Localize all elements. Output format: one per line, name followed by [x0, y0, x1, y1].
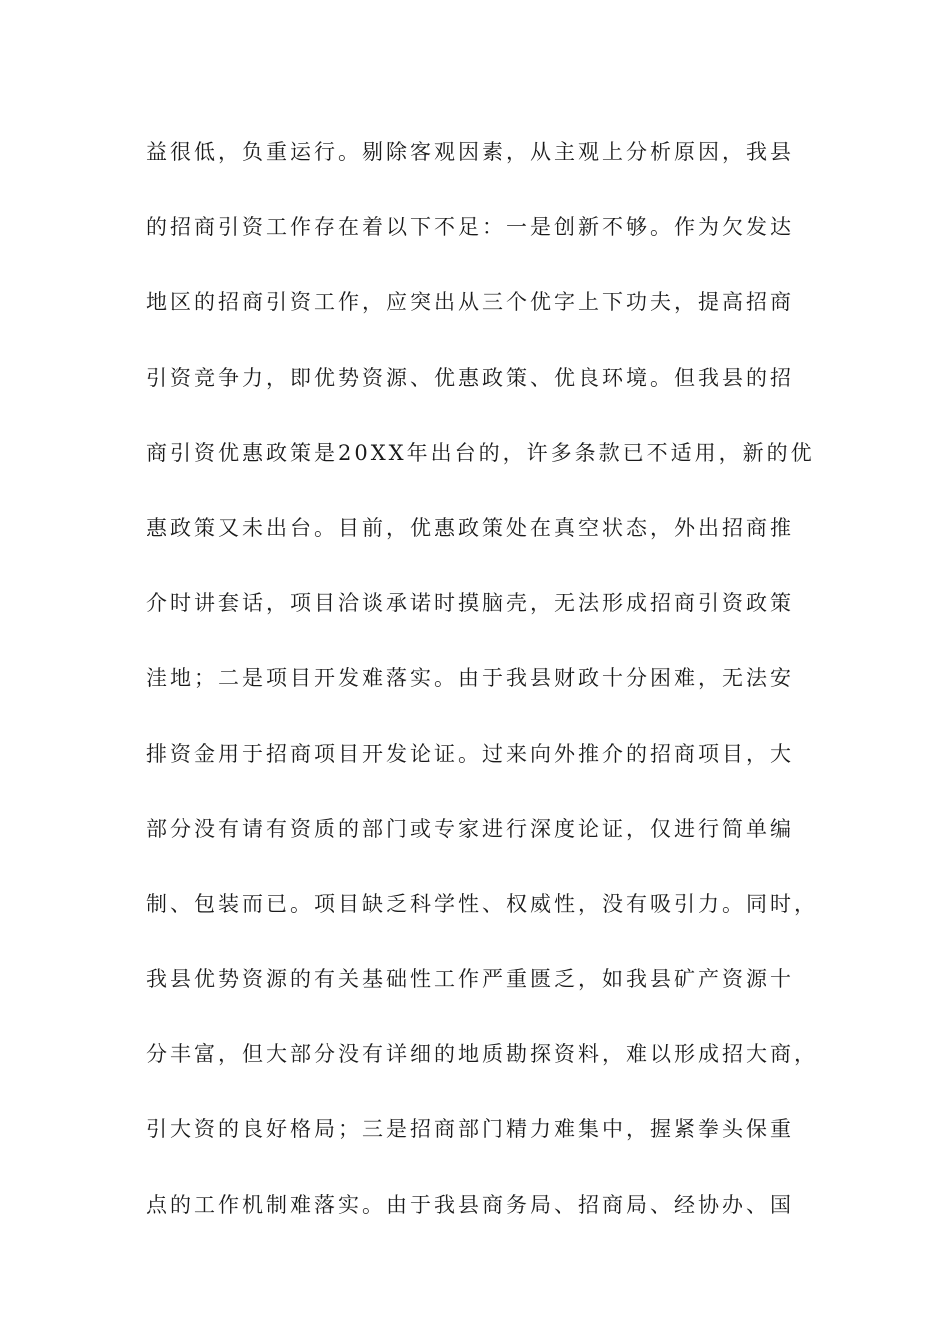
text-line: 地区的招商引资工作，应突出从三个优字上下功夫，提高招商 — [146, 290, 794, 315]
text-line: 益很低，负重运行。剔除客观因素，从主观上分析原因，我县 — [146, 140, 794, 164]
text-line: 制、包装而已。项目缺乏科学性、权威性，没有吸引力。同时， — [146, 891, 818, 916]
text-line: 我县优势资源的有关基础性工作严重匮乏，如我县矿产资源十 — [146, 967, 794, 992]
text-line: 点的工作机制难落实。由于我县商务局、招商局、经协办、国 — [146, 1192, 794, 1217]
text-line: 的招商引资工作存在着以下不足：一是创新不够。作为欠发达 — [146, 215, 794, 240]
text-line: 引大资的良好格局；三是招商部门精力难集中，握紧拳头保重 — [146, 1117, 794, 1142]
text-line: 商引资优惠政策是20XX年出台的，许多条款已不适用，新的优 — [146, 440, 815, 465]
text-line: 介时讲套话，项目洽谈承诺时摸脑壳，无法形成招商引资政策 — [146, 591, 794, 616]
text-line: 部分没有请有资质的部门或专家进行深度论证，仅进行简单编 — [146, 816, 794, 841]
body-text — [146, 131, 818, 1259]
text-line: 引资竞争力，即优势资源、优惠政策、优良环境。但我县的招 — [146, 365, 794, 390]
text-line: 排资金用于招商项目开发论证。过来向外推介的招商项目，大 — [146, 741, 794, 766]
text-line: 惠政策又未出台。目前，优惠政策处在真空状态，外出招商推 — [146, 515, 794, 540]
text-line: 分丰富，但大部分没有详细的地质勘探资料，难以形成招大商， — [146, 1042, 818, 1067]
text-line: 洼地；二是项目开发难落实。由于我县财政十分困难，无法安 — [146, 666, 794, 691]
